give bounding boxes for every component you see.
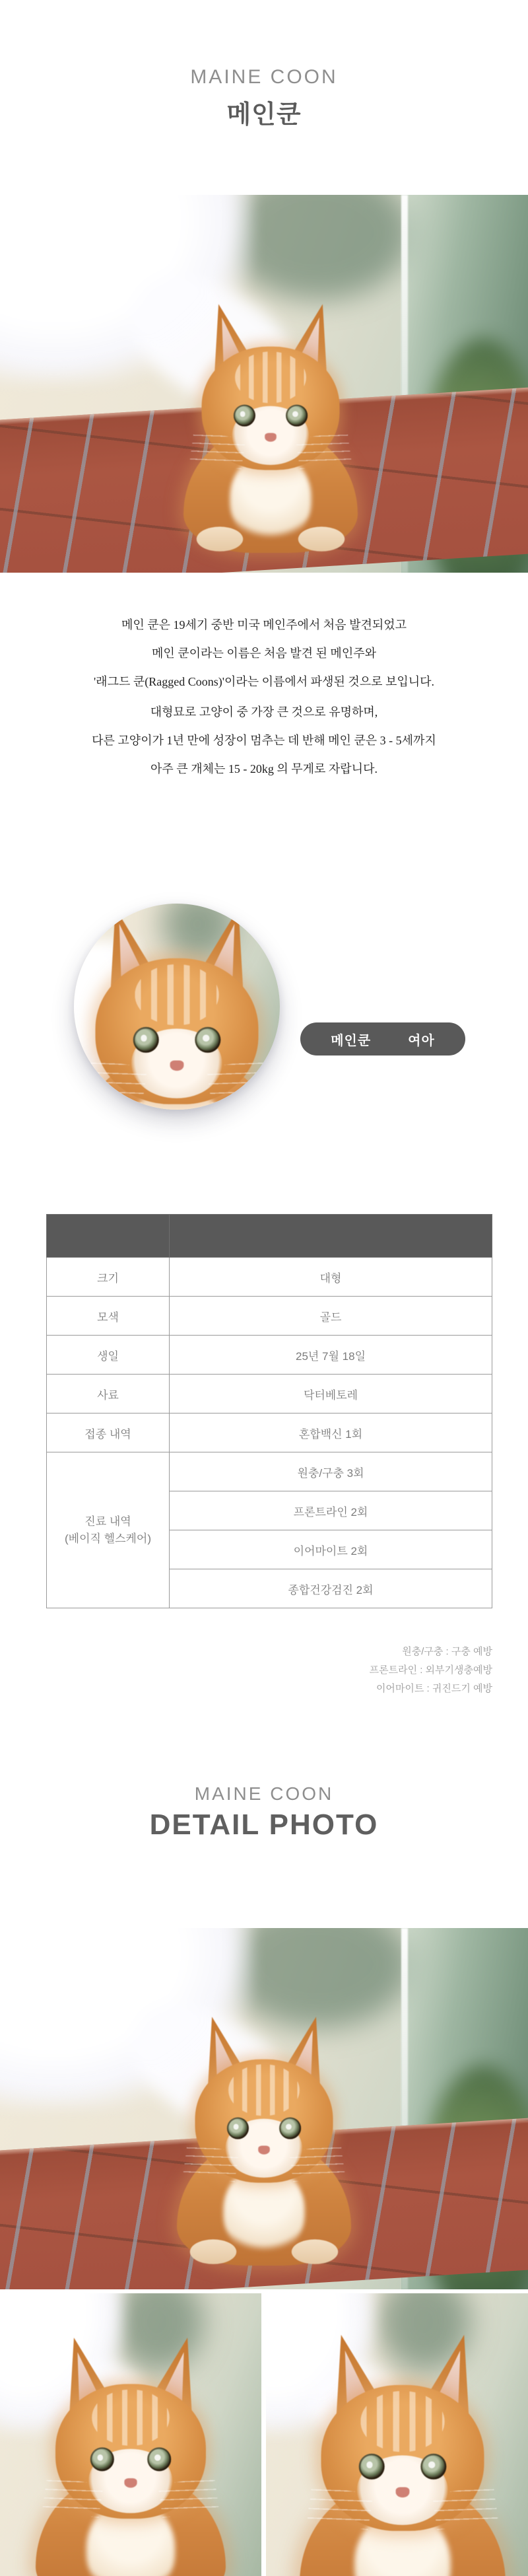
table-row [47,1297,492,1336]
row-label: 생일 [47,1336,170,1375]
intro-paragraph-2 [0,698,528,783]
kitten-nose [395,2487,409,2498]
kitten-whiskers-right [158,2477,219,2518]
intro-line: 대형묘로 고양이 중 가장 큰 것으로 유명하며, [150,705,378,719]
kitten-eye-left [358,2454,384,2480]
row-value: 골드 [170,1297,492,1336]
kitten-closeup [274,2328,528,2576]
kitten-eye-left [133,1027,158,1053]
detail-title-main: DETAIL PHOTO [149,1808,379,1841]
care-group-label-line1: 진료 내역 [84,1515,131,1528]
row-value: 대형 [170,1258,492,1297]
kitten-face-closeup [74,904,280,1110]
care-item: 이어마이트 2회 [170,1530,492,1569]
row-label: 사료 [47,1375,170,1413]
care-item: 프론트라인 2회 [170,1491,492,1530]
row-value: 25년 7월 18일 [170,1336,492,1375]
intro-line: 메인 쿤은 19세기 중반 미국 메인주에서 처음 발견되었고 [121,618,407,631]
table-row [47,1375,492,1413]
kitten-paw-left [197,526,243,551]
footnote-line: 이어마이트 : 귀진드기 예방 [376,1683,492,1694]
badge-breed-label: 메인쿤 [331,1033,372,1048]
kitten-head [195,2059,333,2183]
table-row [47,1258,492,1297]
table-header-left [47,1215,170,1258]
kitten-whiskers-right [296,432,352,470]
kitten-nose [258,2146,270,2155]
detail-photo-large [0,1928,528,2289]
kitten-nose [124,2478,137,2487]
care-group-label-line2: (베이직 헬스케어) [65,1532,151,1545]
row-label: 접종 내역 [47,1413,170,1452]
intro-line: '래그드 쿤(Ragged Coons)'이라는 이름에서 파생된 것으로 보입니다. [93,675,435,688]
kitten-head [202,347,340,470]
kitten-head [321,2385,484,2531]
kitten-paw-right [298,526,345,551]
kitten-whiskers-right [207,1059,273,1104]
breed-sex-badge [300,1022,465,1055]
row-label: 모색 [47,1297,170,1336]
kitten-head [55,2384,206,2519]
kitten-whiskers-right [289,2145,345,2182]
kitten-paw-right [292,2239,338,2264]
hero-title-en: MAINE COON [190,66,338,88]
hero-title-ko: 메인쿤 [226,101,302,129]
kitten-eye-left [227,2117,249,2139]
hero-title [0,66,528,130]
main-photo [0,195,528,573]
intro-line: 다른 고양이가 1년 만에 성장이 멈추는 데 반해 메인 쿤은 3 - 5세까지 [92,734,436,747]
kitten-eye-left [90,2447,114,2471]
footnote-line: 원충/구충 : 구충 예방 [402,1646,492,1657]
detail-title-en: MAINE COON [194,1783,334,1804]
kitten-eye-left [234,404,255,426]
table-header-right [170,1215,492,1258]
table-row [47,1336,492,1375]
detail-photo-small-right [266,2293,528,2576]
kitten-head [96,958,259,1104]
profile-circle-photo [74,904,280,1110]
kitten-whiskers-left [306,2486,372,2530]
care-footnotes [370,1643,492,1698]
care-group-label [47,1452,170,1608]
detail-photo-small-left [0,2293,261,2576]
kitten-paw-left [190,2239,236,2264]
badge-sex-label: 여아 [408,1033,435,1048]
kitten-eye-right [195,1027,221,1053]
care-item: 종합건강검진 2회 [170,1569,492,1608]
intro-line: 아주 큰 개체는 15 - 20kg 의 무게로 자랍니다. [150,762,378,775]
row-value: 닥터베토레 [170,1375,492,1413]
kitten-eye-right [286,404,308,426]
kitten-eye-right [279,2117,301,2139]
kitten-illustration [155,2011,373,2266]
row-label: 크기 [47,1258,170,1297]
footnote-line: 프론트라인 : 외부기생충예방 [369,1664,492,1676]
row-value: 혼합백신 1회 [170,1413,492,1452]
kitten-closeup [12,2332,249,2576]
kitten-illustration [162,299,380,553]
intro-paragraph-1 [0,611,528,696]
intro-line: 메인 쿤이라는 이름은 처음 발견 된 메인주와 [152,647,376,660]
detail-section-title [0,1783,528,1842]
table-row [47,1452,492,1491]
table-row [47,1413,492,1452]
kitten-eye-right [420,2454,446,2480]
care-item: 원충/구충 3회 [170,1452,492,1491]
kitten-nose [170,1061,184,1071]
info-table [46,1214,492,1608]
kitten-nose [265,433,277,442]
kitten-eye-right [148,2447,172,2471]
table-header-row [47,1215,492,1258]
kitten-whiskers-right [432,2486,498,2530]
